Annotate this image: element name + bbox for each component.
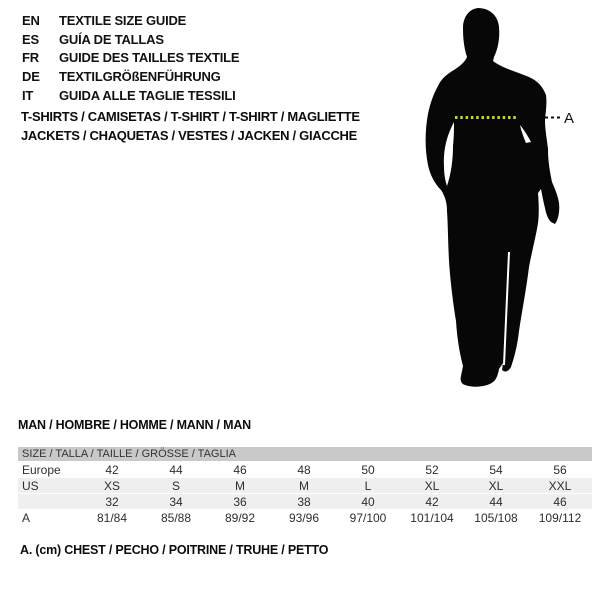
man-figure [405, 0, 600, 400]
size-cell: L [336, 478, 400, 494]
language-label: TEXTILGRÖßENFÜHRUNG [59, 69, 221, 85]
language-code: IT [22, 87, 34, 103]
row-label: US [18, 478, 80, 494]
size-cell: 46 [528, 494, 592, 510]
language-label: GUIDE DES TAILLES TEXTILE [59, 50, 240, 66]
size-cell: 36 [208, 494, 272, 510]
size-cell: 89/92 [208, 510, 272, 526]
size-cell: 50 [336, 462, 400, 478]
size-cell: 32 [80, 494, 144, 510]
size-cell: 85/88 [144, 510, 208, 526]
language-list [22, 12, 239, 106]
size-row-us [18, 478, 592, 494]
size-cell: M [272, 478, 336, 494]
language-code: ES [22, 31, 39, 47]
footnote-chest: A. (cm) CHEST / PECHO / POITRINE / TRUHE / PETTO [20, 543, 329, 557]
size-cell: M [208, 478, 272, 494]
measure-label-a: A [564, 110, 575, 127]
size-cell: 42 [400, 494, 464, 510]
size-cell: 56 [528, 462, 592, 478]
size-cell: 34 [144, 494, 208, 510]
language-label: GUIDA ALLE TAGLIE TESSILI [59, 87, 236, 103]
size-table-header-row [18, 447, 592, 462]
size-cell: 93/96 [272, 510, 336, 526]
man-silhouette [426, 8, 560, 387]
size-row-europe [18, 462, 592, 478]
size-table [18, 447, 592, 526]
language-row-de [22, 68, 239, 87]
row-label: A [18, 510, 80, 526]
size-cell: XL [464, 478, 528, 494]
size-cell: XXL [528, 478, 592, 494]
language-code: FR [22, 50, 39, 66]
language-code: EN [22, 13, 40, 28]
language-row-it [22, 87, 239, 106]
size-cell: 81/84 [80, 510, 144, 526]
size-cell: 46 [208, 462, 272, 478]
language-row-es [22, 31, 239, 50]
size-cell: 44 [144, 462, 208, 478]
size-row-chest-a [18, 510, 592, 526]
size-table-header: SIZE / TALLA / TAILLE / GRÖSSE / TAGLIA [18, 447, 592, 462]
size-cell: S [144, 478, 208, 494]
language-code: DE [22, 69, 40, 85]
size-cell: 101/104 [400, 510, 464, 526]
size-cell: 97/100 [336, 510, 400, 526]
language-label: TEXTILE SIZE GUIDE [59, 13, 187, 28]
size-cell: XL [400, 478, 464, 494]
size-cell: 109/112 [528, 510, 592, 526]
row-label: Europe [18, 462, 80, 478]
size-cell: 42 [80, 462, 144, 478]
language-label: GUÍA DE TALLAS [59, 31, 164, 47]
size-cell: 44 [464, 494, 528, 510]
language-row-en [22, 12, 239, 31]
size-cell: 40 [336, 494, 400, 510]
size-cell: 52 [400, 462, 464, 478]
size-cell: 38 [272, 494, 336, 510]
category-lines [21, 107, 360, 145]
category-line-tshirts: T-SHIRTS / CAMISETAS / T-SHIRT / T-SHIRT / MAGLIETTE [21, 109, 360, 124]
size-row-numeric [18, 494, 592, 510]
size-cell: 48 [272, 462, 336, 478]
section-title-man: MAN / HOMBRE / HOMME / MANN / MAN [18, 418, 251, 432]
size-cell: XS [80, 478, 144, 494]
category-line-jackets: JACKETS / CHAQUETAS / VESTES / JACKEN / GIACCHE [21, 128, 357, 143]
size-cell: 105/108 [464, 510, 528, 526]
language-row-fr [22, 49, 239, 68]
size-cell: 54 [464, 462, 528, 478]
row-label [18, 494, 80, 510]
